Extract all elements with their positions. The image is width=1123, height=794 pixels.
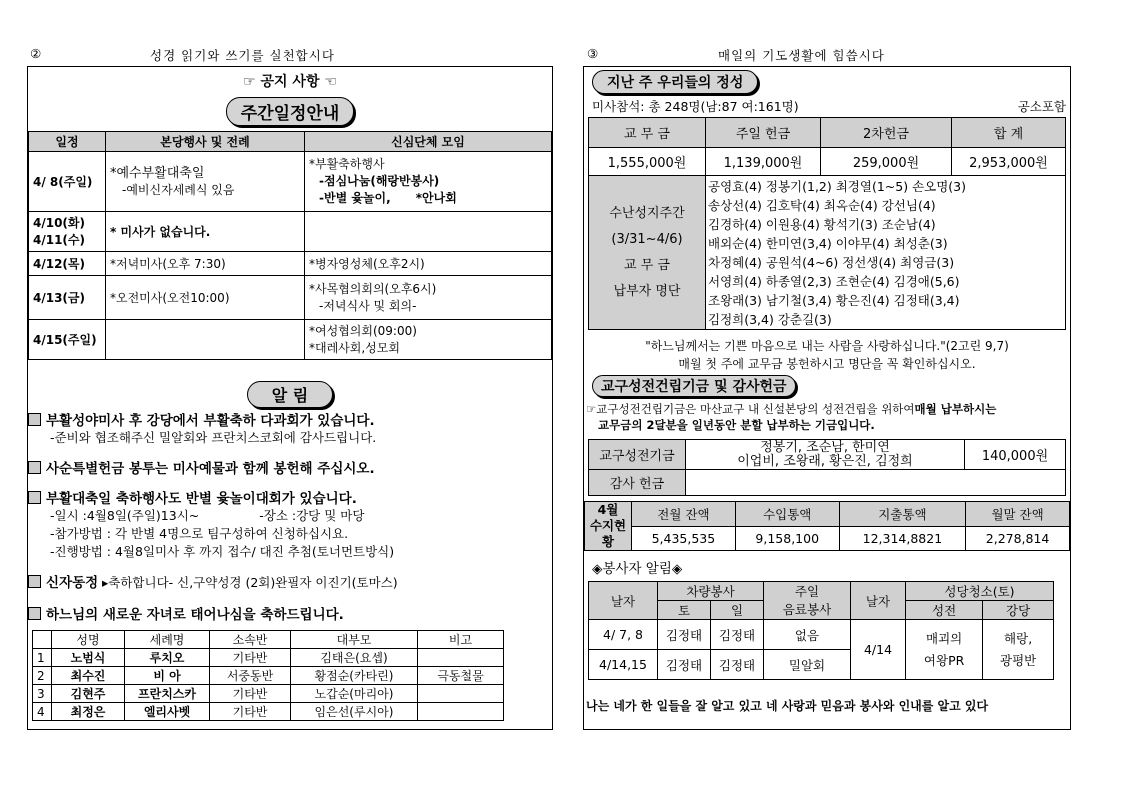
announcement-title: 사순특별헌금 봉투는 미사예물과 함께 봉헌해 주십시오. xyxy=(28,457,552,477)
offering-header: 주일 헌금 xyxy=(706,118,821,148)
schedule-header-group: 신심단체 모임 xyxy=(305,132,552,152)
schedule-group-line: *안나회 xyxy=(415,191,457,205)
volunteer-table xyxy=(588,581,1054,680)
donor-label: 납부자 명단 xyxy=(613,283,681,299)
schedule-group-line: -저녁식사 및 회의- xyxy=(319,298,417,313)
building-title: 교구성전건립기금 및 감사헌금 xyxy=(592,375,796,397)
volunteer-cell: 김정태 xyxy=(711,650,764,680)
baptism-cell: 최수진 xyxy=(52,667,125,685)
right-page-number: ③ xyxy=(587,46,600,61)
volunteer-cell: 김정태 xyxy=(711,620,764,650)
schedule-group-line: *대레사회,성모회 xyxy=(309,340,400,355)
baptism-cell: 기타반 xyxy=(210,703,291,721)
finance-header: 수입통액 xyxy=(735,502,839,527)
baptism-cell xyxy=(418,649,504,667)
baptism-cell: 노범식 xyxy=(52,649,125,667)
volunteer-cell: 여왕PR xyxy=(923,652,965,668)
offering-table xyxy=(588,117,1066,330)
baptism-header: 세례명 xyxy=(125,631,210,649)
baptism-cell: 루치오 xyxy=(125,649,210,667)
schedule-date: 4/13(금) xyxy=(29,276,106,320)
donor-label: 수난성지주간 xyxy=(609,205,685,221)
volunteer-cell: 해랑, xyxy=(1004,630,1033,646)
volunteer-cell: 매괴의 xyxy=(926,630,963,646)
announcement-sub: -일시 :4월8일(주일)13시~ xyxy=(50,508,200,523)
schedule-group-line: -점심나눔(해랑반봉사) xyxy=(319,174,440,188)
baptism-cell: 프란치스카 xyxy=(125,685,210,703)
left-frame xyxy=(27,66,553,730)
volunteer-cell: 김정태 xyxy=(658,650,711,680)
offering-header: 2차헌금 xyxy=(821,118,952,148)
baptism-row xyxy=(33,685,504,703)
volunteer-header: 주일 xyxy=(794,583,820,599)
volunteer-header: 토 xyxy=(658,601,711,620)
finance-label: 4월 xyxy=(597,502,619,517)
schedule-date: 4/11(수) xyxy=(33,232,85,247)
volunteer-cell: 밀알회 xyxy=(764,650,851,680)
baptism-table xyxy=(32,630,504,721)
schedule-date: 4/12(목) xyxy=(29,252,106,276)
offering-value: 1,139,000원 xyxy=(706,148,821,176)
bullet-square-icon xyxy=(28,575,41,588)
volunteer-cell: 4/14 xyxy=(851,620,906,680)
donor-label: (3/31~4/6) xyxy=(611,231,683,247)
baptism-cell: 3 xyxy=(33,685,52,703)
attendance: 미사참석: 총 248명(남:87 여:161명) xyxy=(592,99,799,114)
offering-value: 1,555,000원 xyxy=(589,148,706,176)
baptism-cell: 황점순(카타린) xyxy=(291,667,418,685)
donor-label: 교 무 금 xyxy=(624,257,670,273)
schedule-header-main: 본당행사 및 전례 xyxy=(106,132,305,152)
attendance-note: 공소포함 xyxy=(1017,99,1066,114)
donor-line: 김경하(4) 이원용(4) 황석기(3) 조순남(4) xyxy=(708,216,936,232)
offering-header: 합 계 xyxy=(952,118,1066,148)
baptism-header: 소속반 xyxy=(210,631,291,649)
baptism-cell: 임은선(루시아) xyxy=(291,703,418,721)
announcement-title: 부활대축일 축하행사도 반별 윷놀이대회가 있습니다. xyxy=(28,487,552,507)
announcement-sub: -준비와 협조해주신 밀알회와 프란치스코회에 감사드립니다. xyxy=(50,430,377,445)
volunteer-cell: 4/ 7, 8 xyxy=(589,620,658,650)
offering-value: 2,953,000원 xyxy=(952,148,1066,176)
donor-line: 서영희(4) 하종열(2,3) 조현순(4) 김경애(5,6) xyxy=(708,273,960,289)
bullet-square-icon xyxy=(28,461,41,474)
donor-line: 조왕래(3) 남기철(3,4) 황은진(4) 김정태(3,4) xyxy=(708,292,960,308)
left-page-number: ② xyxy=(30,46,43,61)
baptism-cell: 최정은 xyxy=(52,703,125,721)
baptism-cell: 기타반 xyxy=(210,649,291,667)
finance-value: 5,435,535 xyxy=(632,527,736,551)
baptism-cell xyxy=(418,703,504,721)
schedule-title: 주간일정안내 xyxy=(226,97,355,126)
announcement-sub: -참가방법 : 각 반별 4명으로 팀구성하여 신청하십시요. xyxy=(50,526,349,541)
building-names: 정봉기, 조순남, 한미연 xyxy=(760,439,890,455)
donor-line: 차정혜(4) 공원석(4~6) 정선생(4) 최영금(3) xyxy=(708,254,955,270)
building-desc-bold: 매월 납부하시는 xyxy=(914,402,997,416)
schedule-main-line: -예비신자세례식 있음 xyxy=(122,182,235,197)
donor-line: 배외순(4) 한미연(3,4) 이야무(4) 최성춘(3) xyxy=(708,235,948,251)
notice-title: ☞ 공지 사항 ☜ xyxy=(243,74,337,90)
finance-label: 수지현황 xyxy=(589,518,627,549)
baptism-row xyxy=(33,667,504,685)
baptism-cell: 서중동반 xyxy=(210,667,291,685)
finance-value: 9,158,100 xyxy=(735,527,839,551)
schedule-date: 4/15(주일) xyxy=(29,320,106,360)
announcement-title: 하느님의 새로운 자녀로 태어나심을 축하드립니다. xyxy=(28,603,552,623)
baptism-header xyxy=(33,631,52,649)
volunteer-header: 음료봉사 xyxy=(782,601,832,617)
finance-header: 지출통액 xyxy=(839,502,966,527)
baptism-cell: 4 xyxy=(33,703,52,721)
volunteer-cell: 김정태 xyxy=(658,620,711,650)
baptism-header: 대부모 xyxy=(291,631,418,649)
baptism-cell: 노갑순(마리아) xyxy=(291,685,418,703)
building-desc: ☞교구성전건립기금은 마산교구 내 신설본당의 성전건립을 위하여 xyxy=(586,402,915,416)
finance-table xyxy=(584,501,1070,551)
right-frame xyxy=(583,66,1071,730)
schedule-header-date: 일정 xyxy=(29,132,106,152)
bullet-square-icon xyxy=(28,491,41,504)
volunteer-title: ◈봉사자 알림◈ xyxy=(592,561,683,577)
baptism-header: 성명 xyxy=(52,631,125,649)
schedule-main-line: *예수부활대축일 xyxy=(110,165,205,181)
offering-value: 259,000원 xyxy=(821,148,952,176)
quote-line: "하느님께서는 기쁜 마음으로 내는 사람을 사랑하십니다."(2고린 9,7) xyxy=(645,339,1009,353)
baptism-cell: 김현주 xyxy=(52,685,125,703)
building-table xyxy=(588,439,1066,496)
donor-line: 송상선(4) 김호탁(4) 최옥순(4) 강선님(4) xyxy=(708,197,936,213)
alim-title: 알 림 xyxy=(247,381,333,408)
announcement-sub: -장소 :강당 및 마당 xyxy=(259,508,365,523)
donor-line: 공영효(4) 정봉기(1,2) 최경열(1~5) 손오명(3) xyxy=(708,178,966,194)
building-names: 이업비, 조왕래, 황은진, 김정희 xyxy=(737,453,913,469)
baptism-cell: 1 xyxy=(33,649,52,667)
offering-title: 지난 주 우리들의 정성 xyxy=(592,70,758,94)
baptism-cell: 엘리사벳 xyxy=(125,703,210,721)
volunteer-header: 성당청소(토) xyxy=(906,582,1054,601)
volunteer-header: 차량봉사 xyxy=(658,582,764,601)
volunteer-cell: 4/14,15 xyxy=(589,650,658,680)
announcement-inline: ▸축하합니다- 신,구약성경 (2회)완필자 이진기(토마스) xyxy=(102,575,398,590)
schedule-date: 4/10(화) xyxy=(33,215,85,230)
building-desc: 교무금의 2달분을 일년동안 분할 납부하는 기금입니다. xyxy=(598,418,875,432)
announcement-sub: -진행방법 : 4월8일미사 후 까지 접수/ 대진 추첨(토너먼트방식) xyxy=(50,544,395,559)
finance-value: 2,278,814 xyxy=(966,527,1070,551)
bullet-square-icon xyxy=(28,607,41,620)
volunteer-header: 날자 xyxy=(851,582,906,620)
volunteer-header: 일 xyxy=(711,601,764,620)
building-amount: 140,000원 xyxy=(965,440,1066,470)
volunteer-header: 날자 xyxy=(589,582,658,620)
schedule-main-line: * 미사가 없습니다. xyxy=(110,225,211,239)
baptism-cell xyxy=(418,685,504,703)
announcement-title: 부활성야미사 후 강당에서 부활축하 다과회가 있습니다. xyxy=(28,409,552,429)
schedule-group-line: -반별 윷놀이, xyxy=(319,191,391,205)
baptism-cell: 2 xyxy=(33,667,52,685)
finance-header: 전월 잔액 xyxy=(632,502,736,527)
baptism-row xyxy=(33,649,504,667)
announcement-title: 신자동정 ▸축하합니다- 신,구약성경 (2회)완필자 이진기(토마스) xyxy=(28,571,552,591)
quote-line: 매월 첫 주에 교무금 봉헌하시고 명단을 꼭 확인하십시오. xyxy=(678,357,976,371)
baptism-cell: 비 아 xyxy=(125,667,210,685)
schedule-group-line: *병자영성체(오후2시) xyxy=(305,252,552,276)
right-page-header: 매일의 기도생활에 힘씁시다 xyxy=(718,48,885,63)
schedule-group-line: *여성협의회(09:00) xyxy=(309,323,417,338)
volunteer-cell: 없음 xyxy=(764,620,851,650)
bullet-square-icon xyxy=(28,413,41,426)
schedule-group-line: *사목협의회의(오후6시) xyxy=(309,281,437,296)
volunteer-header: 성전 xyxy=(906,601,983,620)
schedule-table xyxy=(28,131,552,360)
baptism-row xyxy=(33,703,504,721)
baptism-cell: 김태은(요셉) xyxy=(291,649,418,667)
schedule-main-line: *저녁미사(오후 7:30) xyxy=(106,252,305,276)
schedule-main-line: *오전미사(오전10:00) xyxy=(106,276,305,320)
baptism-header: 비고 xyxy=(418,631,504,649)
finance-value: 12,314,8821 xyxy=(839,527,966,551)
volunteer-header: 강당 xyxy=(983,601,1054,620)
building-row-label: 교구성전기금 xyxy=(589,440,686,470)
footer-verse: 나는 네가 한 일들을 잘 알고 있고 네 사랑과 믿음과 봉사와 인내를 알고 있다 xyxy=(586,699,989,713)
schedule-group-line: *부활축하행사 xyxy=(309,157,385,171)
schedule-date: 4/ 8(주일) xyxy=(29,152,106,212)
baptism-cell: 기타반 xyxy=(210,685,291,703)
finance-header: 월말 잔액 xyxy=(966,502,1070,527)
offering-header: 교 무 금 xyxy=(589,118,706,148)
thanks-label: 감사 헌금 xyxy=(589,470,686,496)
baptism-cell: 극동철물 xyxy=(418,667,504,685)
volunteer-cell: 광평반 xyxy=(1000,652,1037,668)
donor-line: 김정희(3,4) 강춘길(3) xyxy=(708,311,832,327)
left-page-header: 성경 읽기와 쓰기를 실천합시다 xyxy=(150,48,335,63)
